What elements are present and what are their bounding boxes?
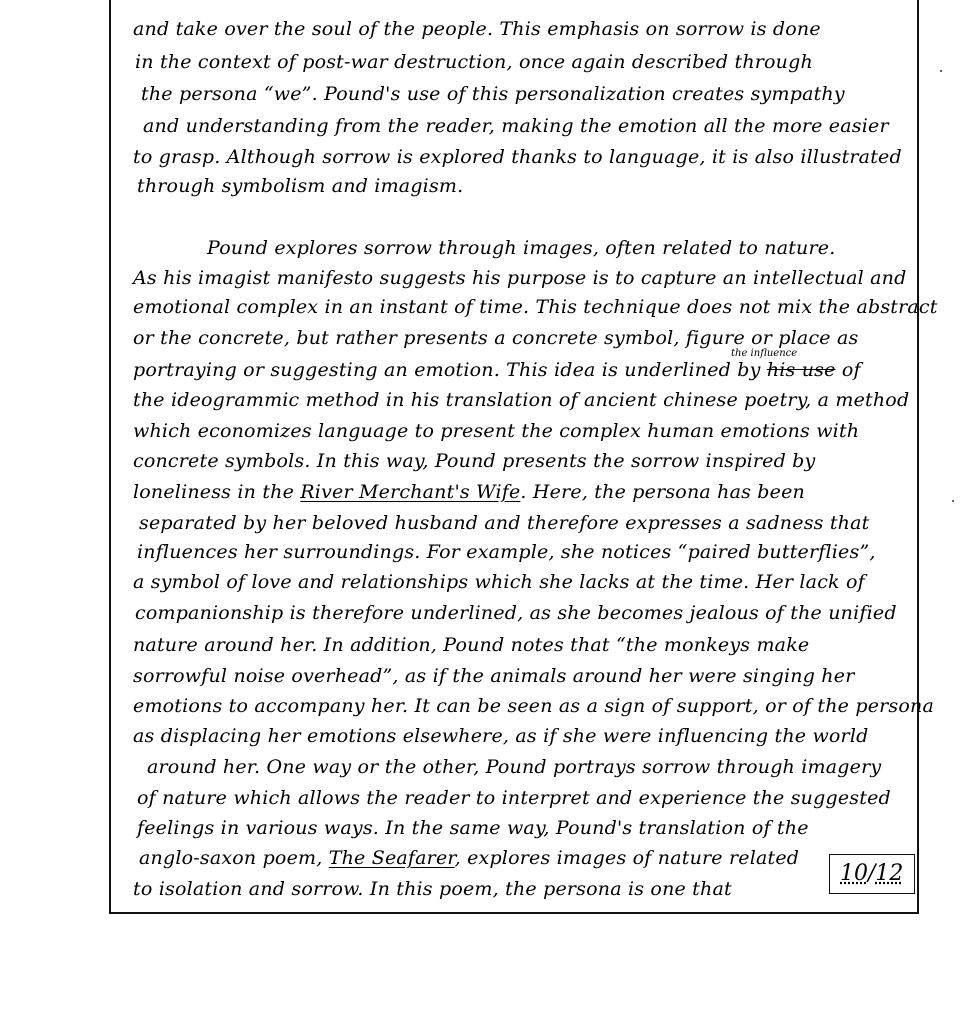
essay-line: the persona “we”. Pound's use of this personalization creates sympathy [141, 83, 845, 105]
poem-title: The Seafarer [328, 847, 455, 869]
line-text: loneliness in the [133, 481, 295, 503]
inserted-text: the influence [731, 348, 798, 359]
score-total: 12 [875, 861, 904, 886]
essay-line: and understanding from the reader, making the emotion all the more easier [143, 115, 889, 137]
essay-line: or the concrete, but rather presents a concrete symbol, figure or place as [133, 327, 859, 349]
line-tail: of [841, 359, 861, 381]
essay-line: through symbolism and imagism. [137, 175, 464, 197]
score-box [829, 854, 915, 894]
essay-line: sorrowful noise overhead”, as if the animals around her were singing her [133, 665, 855, 687]
essay-line: and take over the soul of the people. This emphasis on sorrow is done [133, 18, 821, 40]
essay-line [133, 480, 805, 504]
essay-line: Pound explores sorrow through images, often related to nature. [207, 237, 836, 259]
essay-line: companionship is therefore underlined, as she becomes jealous of the unified [135, 602, 897, 624]
essay-line: which economizes language to present the complex human emotions with [133, 420, 860, 442]
essay-line: as displacing her emotions elsewhere, as if she were influencing the world [133, 725, 869, 747]
score [840, 861, 903, 886]
essay-line [133, 358, 861, 382]
essay-line [139, 846, 799, 870]
essay-line: the ideogrammic method in his translation of ancient chinese poetry, a method [133, 389, 910, 411]
essay-line: in the context of post-war destruction, once again described through [135, 51, 813, 73]
score-awarded: 10 [840, 861, 868, 886]
essay-line: influences her surroundings. For example, she notices “paired butterflies”, [137, 541, 876, 563]
line-tail: , explores images of nature related [454, 847, 800, 869]
essay-line: a symbol of love and relationships which she lacks at the time. Her lack of [133, 571, 865, 593]
essay-line: to isolation and sorrow. In this poem, the persona is one that [133, 878, 732, 900]
struck-text: his use [766, 359, 836, 381]
scan-speck [952, 500, 954, 502]
essay-line: As his imagist manifesto suggests his purpose is to capture an intellectual and [133, 267, 907, 289]
essay-line: emotional complex in an instant of time. This technique does not mix the abstract [133, 296, 938, 318]
line-text: anglo-saxon poem, [139, 847, 323, 869]
essay-line: to grasp. Although sorrow is explored thanks to language, it is also illustrated [133, 146, 902, 168]
score-separator: / [868, 861, 876, 886]
essay-line: feelings in various ways. In the same way, Pound's translation of the [137, 817, 809, 839]
essay-line: of nature which allows the reader to interpret and experience the suggested [137, 787, 891, 809]
essay-line: around her. One way or the other, Pound portrays sorrow through imagery [147, 756, 882, 778]
essay-line: emotions to accompany her. It can be seen as a sign of support, or of the persona [133, 695, 934, 717]
poem-title: River Merchant's Wife [300, 481, 521, 503]
essay-line: separated by her beloved husband and therefore expresses a sadness that [139, 512, 870, 534]
essay-line: concrete symbols. In this way, Pound presents the sorrow inspired by [133, 450, 816, 472]
page-frame [109, 0, 938, 914]
essay-line: nature around her. In addition, Pound notes that “the monkeys make [133, 634, 810, 656]
scan-speck [940, 70, 942, 72]
line-text: portraying or suggesting an emotion. This idea is underlined by [133, 359, 761, 381]
line-tail: . Here, the persona has been [520, 481, 805, 503]
